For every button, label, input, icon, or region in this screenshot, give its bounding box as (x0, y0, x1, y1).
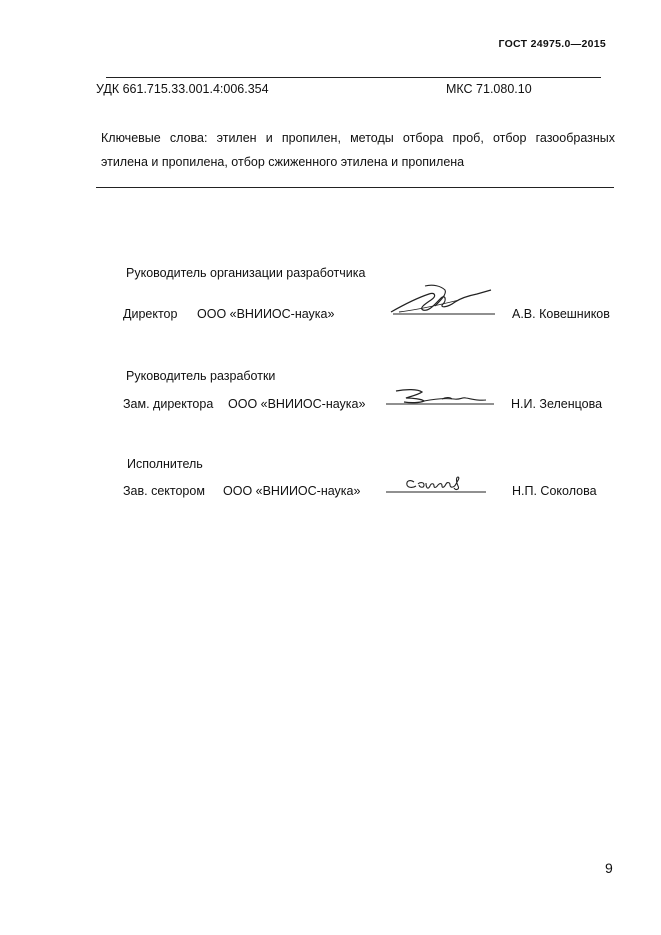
mks-code: МКС 71.080.10 (446, 82, 532, 96)
signature-organization: ООО «ВНИИОС-наука» (197, 307, 335, 321)
signature-position: Директор (123, 307, 178, 321)
signature-position: Зав. сектором (123, 484, 205, 498)
keywords-line-1: Ключевые слова: этилен и пропилен, методы отбора проб, отбор газообразных (101, 131, 615, 145)
standard-code: ГОСТ 24975.0—2015 (498, 38, 606, 50)
page-number: 9 (605, 860, 613, 876)
top-rule (106, 77, 601, 78)
signature-organization: ООО «ВНИИОС-наука» (223, 484, 361, 498)
signature-name: А.В. Ковешников (512, 307, 610, 321)
keywords-line-2: этилена и пропилена, отбор сжиженного этилена и пропилена (101, 155, 465, 169)
keywords-block (96, 126, 615, 174)
signature-name: Н.И. Зеленцова (511, 397, 603, 411)
signature-heading: Исполнитель (127, 457, 203, 471)
signature-organization: ООО «ВНИИОС-наука» (228, 397, 366, 411)
signature-heading: Руководитель организации разработчика (126, 266, 366, 280)
handwritten-signature-2 (382, 385, 497, 409)
udc-code: УДК 661.715.33.001.4:006.354 (96, 82, 269, 96)
handwritten-signature-1 (385, 282, 500, 322)
signature-position: Зам. директора (123, 397, 214, 411)
handwritten-signature-3 (384, 474, 489, 496)
keywords-rule (96, 187, 614, 188)
signature-heading: Руководитель разработки (126, 369, 276, 383)
signature-name: Н.П. Соколова (512, 484, 597, 498)
